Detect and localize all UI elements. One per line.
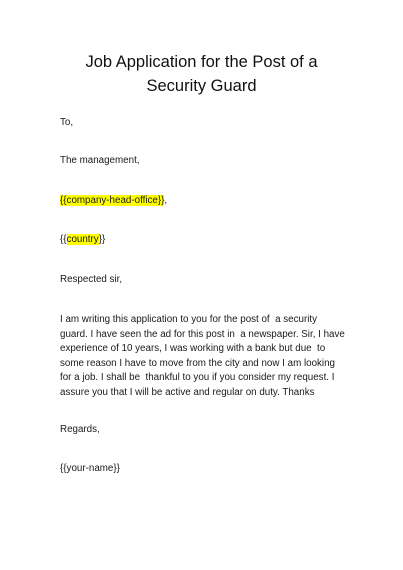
country-line	[60, 232, 105, 247]
body-line: guard. I have seen the ad for this post in a newspaper. Sir, I have	[60, 328, 345, 340]
closing: Regards,	[60, 424, 100, 435]
company-suffix-comma: ,	[164, 195, 168, 206]
body-paragraph	[60, 313, 350, 400]
body-line: assure you that I will be active and regular on duty. Thanks	[60, 386, 315, 398]
body-line: for a job. I shall be thankful to you if you consider my request. I	[60, 372, 335, 383]
letter-title	[60, 50, 343, 98]
salutation: Respected sir,	[60, 274, 123, 285]
title-line-1: Job Application for the Post of a	[85, 53, 318, 71]
body-line: I am writing this application to you for the post of a security	[60, 314, 318, 325]
signature-placeholder: {{your-name}}	[60, 463, 120, 474]
company-line	[60, 193, 167, 208]
company-suffix-braces: }}	[157, 195, 165, 206]
country-placeholder: country	[66, 234, 99, 245]
body-line: some reason I have to move from the city and now I am looking	[60, 357, 335, 369]
recipient-line: The management,	[60, 155, 140, 166]
company-prefix: {{	[60, 195, 67, 206]
body-line: experience of 10 years, I was working with a bank but due to	[60, 343, 326, 354]
country-prefix: {{	[60, 234, 67, 245]
country-suffix: }}	[98, 234, 106, 245]
title-line-2: Security Guard	[146, 77, 257, 95]
address-to: To,	[60, 117, 74, 128]
company-placeholder: company-head-office	[66, 195, 158, 206]
